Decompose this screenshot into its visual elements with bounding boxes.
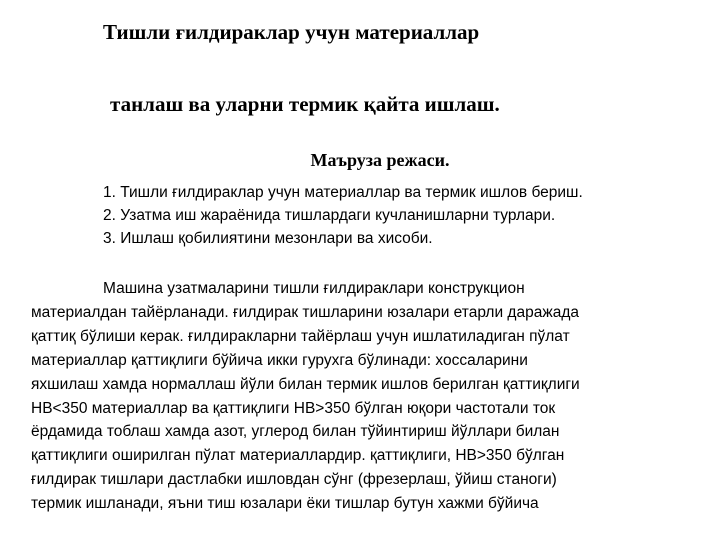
body-line: ёрдамида тоблаш хамда азот, углерод билан тўйинтириш йўллари билан (31, 423, 560, 441)
plan-item-2: 2. Узатма иш жараёнида тишлардаги кучланишларни турлари. (103, 207, 556, 224)
plan-item-3: 3. Ишлаш қобилиятини мезонлари ва хисоби. (103, 230, 433, 247)
body-line: термик ишланади, яъни тиш юзалари ёки тишлар бутун хажми бўйича (31, 495, 539, 513)
plan-list (103, 181, 583, 250)
body-line: яхшилаш хамда нормаллаш йўли билан термик ишлов берилган қаттиқлиги (31, 375, 580, 393)
title-line-2: танлаш ва уларни термик қайта ишлаш. (110, 92, 500, 116)
body-line: Машина узатмаларини тишли ғилдираклари конструкцион (103, 280, 525, 297)
body-line: қаттиқлиги оширилган пўлат материаллардир. қаттиқлиги, HB>350 бўлган (31, 447, 565, 465)
body-line: материаллар қаттиқлиги бўйича икки гурухга бўлинади: хоссаларини (31, 351, 528, 369)
plan-item-1: 1. Тишли ғилдираклар учун материаллар ва термик ишлов бериш. (103, 184, 583, 201)
body-line: материалдан тайёрланади. ғилдирак тишларини юзалари етарли даражада (31, 303, 579, 321)
body-line: қаттиқ бўлиши керак. ғилдиракларни тайёрлаш учун ишлатиладиган пўлат (31, 327, 570, 345)
body-paragraph (31, 277, 580, 516)
title-line-1: Тишли ғилдираклар учун материаллар (103, 20, 480, 44)
body-line: HB<350 материаллар ва қаттиқлиги HB>350 бўлган юқори частотали ток (31, 399, 556, 417)
body-line: ғилдирак тишлари дастлабки ишловдан сўнг (фрезерлаш, ўйиш станоги) (31, 471, 557, 489)
plan-heading: Маъруза режаси. (310, 150, 450, 170)
